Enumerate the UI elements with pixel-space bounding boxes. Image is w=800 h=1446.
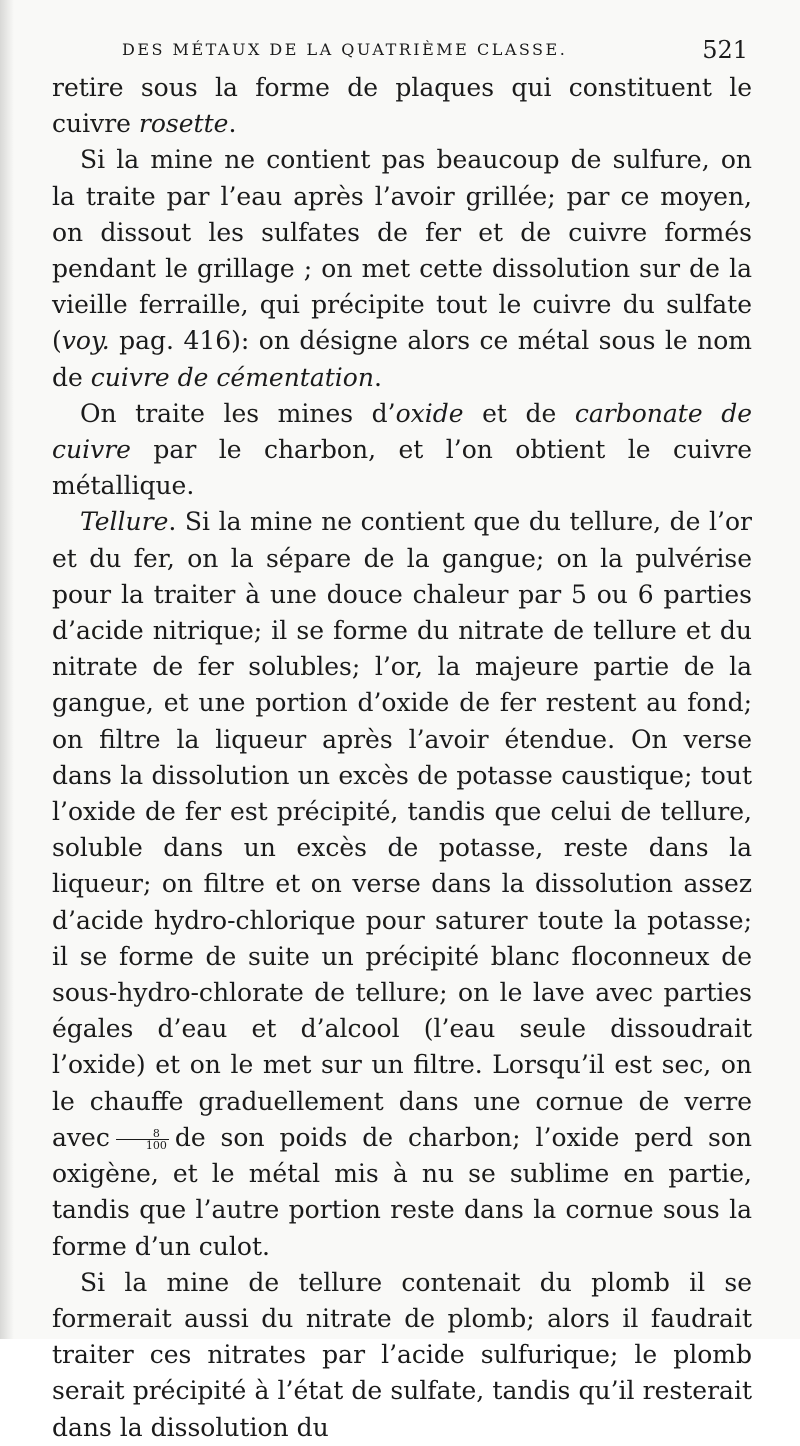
paragraph-oxide-carbonate [52,396,752,505]
fraction-numerator: 8 [116,1128,169,1140]
paragraph-cuivre-cementation [52,142,752,395]
italic-term: oxide [395,398,464,428]
paragraph-tellure [52,504,752,1264]
text-run: par le charbon, et l’on obtient le cuivre métallique. [52,435,752,501]
italic-term: carbonate de cuivre [52,398,752,465]
italic-term: cuivre de cémentation [90,362,374,392]
text-run: Si la mine de tellure contenait du plomb il se formerait aussi du nitrate de plomb; alors il faudrait traiter ces nitrates par l’acide sulfurique; le plomb serait précipité à l’état de sulfate, tandis qu’il resterait dans la dissolution du [52,1267,752,1442]
page-edge-shadow [0,0,14,1339]
text-run: Si la mine ne contient pas beaucoup de sulfure, on la traite par l’eau après l’avoir grillée; par ce moyen, on dissout les sulfates de fer et de cuivre formés pendant le grillage ; on met cette dissolution sur de la vieille ferraille, qui précipite tout le cuivre du sulfate ( [52,145,752,356]
text-run: . Si la mine ne contient que du tellure, de l’or et du fer, on la sépare de la gangue; on la pulvérise pour la traiter à une douce chaleur par 5 ou 6 parties d’acide nitrique; il se forme du nitrate de tellure et du nitrate de fer solubles; l’or, la majeure partie de la gangue, et une portion d’oxide de fer restent au fond; on filtre la liqueur après l’avoir étendue. On verse dans la dissolution un excès de potasse caustique; tout l’oxide de fer est précipité, tandis que celui de tellure, soluble dans un excès de potasse, reste dans la liqueur; on filtre et on verse dans la dissolution assez d’acide hydro-chlorique pour saturer toute la potasse; il se forme de suite un précipité blanc floconneux de sous-hydro-chlorate de tellure; on le lave avec parties égales d’eau et d’alcool (l’eau seule dissoudrait l’oxide) et on le met sur un filtre. Lorsqu’il est sec, on le chauffe graduellement dans une cornue de verre avec [52,507,752,1152]
paragraph-tellure-plomb [52,1265,752,1446]
body-text [52,70,752,1446]
italic-term: voy. [61,326,110,356]
text-run: . [373,362,382,392]
paragraph-cuivre-rosette [52,70,752,142]
text-run: et de [463,398,575,428]
italic-term: Tellure [80,507,169,537]
page-header [52,36,752,70]
italic-term: rosette [138,109,229,139]
text-run: . [228,109,237,139]
page-number: 521 [702,36,748,64]
text-run: pag. 416): on désigne alors ce métal sous le nom de [52,326,752,392]
text-run: de son poids de charbon; l’oxide perd son oxigène, et le métal mis à nu se sublime en partie, tandis que l’autre portion reste dans la cornue sous la forme d’un culot. [52,1122,752,1261]
fraction [116,1128,169,1151]
text-run: retire sous la forme de plaques qui constituent le cuivre [52,73,752,139]
fraction-denominator: 100 [145,1138,167,1152]
running-title: DES MÉTAUX DE LA QUATRIÈME CLASSE. [122,40,568,59]
text-run: On traite les mines d’ [80,398,396,428]
